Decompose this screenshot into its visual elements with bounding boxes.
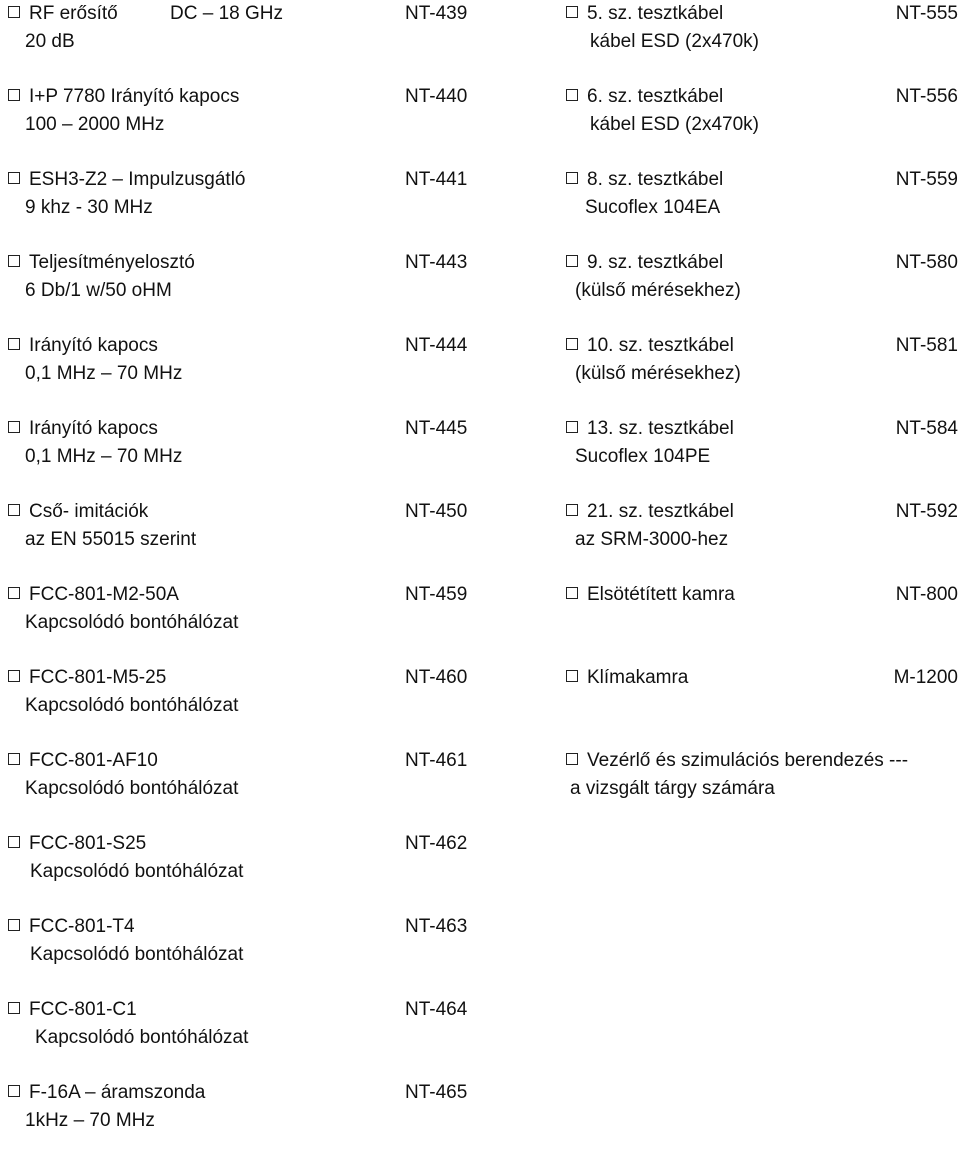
item-code: NT-444 [405,335,468,356]
item-title: 8. sz. tesztkábel [587,169,724,190]
list-item [0,1079,480,1162]
item-description: 6 Db/1 w/50 oHM [25,280,172,301]
list-item [560,249,960,332]
item-description: Kapcsolódó bontóhálózat [25,695,239,716]
checkbox[interactable] [8,504,20,516]
item-title-line [8,85,239,109]
item-title-line [566,334,734,358]
item-code: NT-439 [405,3,468,24]
checkbox[interactable] [8,670,20,682]
item-code: M-1200 [893,667,958,688]
item-code: NT-800 [895,584,958,605]
list-item [560,415,960,498]
item-description: (külső mérésekhez) [575,363,741,384]
item-code: NT-465 [405,1082,468,1103]
list-item [560,0,960,83]
checkbox[interactable] [8,753,20,765]
checkbox[interactable] [8,172,20,184]
list-item [0,830,480,913]
item-title-line [8,832,146,856]
checkbox[interactable] [8,919,20,931]
checkbox[interactable] [566,255,578,267]
checkbox[interactable] [566,587,578,599]
item-title-line [566,417,734,441]
item-code: NT-580 [895,252,958,273]
item-title: FCC-801-M5-25 [29,667,167,688]
item-description: Sucoflex 104PE [575,446,711,467]
item-title-line [8,749,158,773]
item-code: NT-459 [405,584,468,605]
list-item [560,581,960,664]
checkbox[interactable] [566,421,578,433]
item-description: kábel ESD (2x470k) [590,114,759,135]
checkbox[interactable] [8,255,20,267]
list-item [560,83,960,166]
item-title-line [566,168,723,192]
item-title-line [566,500,734,524]
item-title-line [566,583,735,607]
list-item [0,913,480,996]
item-title: Teljesítményelosztó [29,252,195,273]
item-description: 20 dB [25,31,75,52]
item-title-line [8,998,137,1022]
item-title: FCC-801-T4 [29,916,135,937]
list-item [560,498,960,581]
item-code: NT-460 [405,667,468,688]
item-title-line [8,915,135,939]
item-title-line [566,85,723,109]
item-title: Irányító kapocs [29,335,158,356]
item-title: 10. sz. tesztkábel [587,335,734,356]
checkbox[interactable] [566,338,578,350]
item-title: FCC-801-M2-50A [29,584,179,605]
item-title: FCC-801-AF10 [29,750,158,771]
item-description: Kapcsolódó bontóhálózat [25,778,239,799]
item-description: 100 – 2000 MHz [25,114,165,135]
item-code: NT-559 [895,169,958,190]
item-code: NT-592 [895,501,958,522]
list-item [0,332,480,415]
checkbox[interactable] [566,6,578,18]
item-title-line [8,168,246,192]
list-item [560,332,960,415]
item-title: ESH3-Z2 – Impulzusgátló [29,169,246,190]
checkbox[interactable] [566,753,578,765]
list-item [0,0,480,83]
list-item [0,249,480,332]
item-code: NT-445 [405,418,468,439]
list-item [560,166,960,249]
item-frequency-range: DC – 18 GHz [170,3,283,24]
item-code: NT-463 [405,916,468,937]
item-code: NT-464 [405,999,468,1020]
item-title: 9. sz. tesztkábel [587,252,724,273]
item-description: kábel ESD (2x470k) [590,31,759,52]
item-title-line [566,749,908,773]
checkbox[interactable] [8,6,20,18]
item-code: NT-462 [405,833,468,854]
item-title: Klímakamra [587,667,689,688]
item-title-line [8,417,158,441]
list-item [560,747,960,830]
item-title-line [8,1081,205,1105]
item-title: Cső- imitációk [29,501,149,522]
item-title: 5. sz. tesztkábel [587,3,724,24]
item-title-line [8,2,118,26]
item-title-line [8,500,148,524]
item-description: Kapcsolódó bontóhálózat [30,861,244,882]
item-title: Irányító kapocs [29,418,158,439]
item-description: az EN 55015 szerint [25,529,197,550]
item-title: I+P 7780 Irányító kapocs [29,86,240,107]
item-code: NT-443 [405,252,468,273]
item-title: F-16A – áramszonda [29,1082,206,1103]
list-item [560,664,960,747]
checkbox[interactable] [8,1002,20,1014]
item-title: 13. sz. tesztkábel [587,418,734,439]
list-item [0,581,480,664]
list-item [0,996,480,1079]
item-description: 0,1 MHz – 70 MHz [25,446,183,467]
checkbox[interactable] [8,338,20,350]
checkbox[interactable] [566,172,578,184]
item-code: NT-450 [405,501,468,522]
item-title: FCC-801-S25 [29,833,147,854]
list-item [0,664,480,747]
item-description: Kapcsolódó bontóhálózat [35,1027,249,1048]
item-code: NT-440 [405,86,468,107]
list-item [0,747,480,830]
checkbox[interactable] [8,89,20,101]
list-item [0,498,480,581]
item-title: Elsötétített kamra [587,584,735,605]
checkbox[interactable] [8,587,20,599]
item-title-line [8,334,158,358]
item-title-line [566,2,723,26]
item-description: Kapcsolódó bontóhálózat [25,612,239,633]
item-description: az SRM-3000-hez [575,529,729,550]
item-description: 1kHz – 70 MHz [25,1110,155,1131]
checkbox[interactable] [566,504,578,516]
item-description: a vizsgált tárgy számára [570,778,775,799]
checkbox[interactable] [8,1085,20,1097]
list-item [0,166,480,249]
checkbox[interactable] [566,670,578,682]
right-column [560,0,960,830]
item-title-line [566,666,688,690]
item-title: 21. sz. tesztkábel [587,501,734,522]
item-code: NT-584 [895,418,958,439]
item-title: 6. sz. tesztkábel [587,86,724,107]
item-description: Kapcsolódó bontóhálózat [30,944,244,965]
item-description: (külső mérésekhez) [575,280,741,301]
item-title: FCC-801-C1 [29,999,137,1020]
item-code: NT-556 [895,86,958,107]
list-item [0,415,480,498]
item-title: RF erősítő [29,3,118,24]
item-title: Vezérlő és szimulációs berendezés --- [587,750,909,771]
checkbox[interactable] [8,421,20,433]
checkbox[interactable] [8,836,20,848]
item-title-line [8,666,166,690]
item-title-line [566,251,723,275]
item-description: 9 khz - 30 MHz [25,197,153,218]
item-code: NT-441 [405,169,468,190]
checkbox[interactable] [566,89,578,101]
item-description: 0,1 MHz – 70 MHz [25,363,183,384]
item-code: NT-461 [405,750,468,771]
item-title-line [8,583,179,607]
item-code: NT-581 [895,335,958,356]
item-description: Sucoflex 104EA [585,197,721,218]
list-item [0,83,480,166]
item-title-line [8,251,195,275]
item-code: NT-555 [895,3,958,24]
